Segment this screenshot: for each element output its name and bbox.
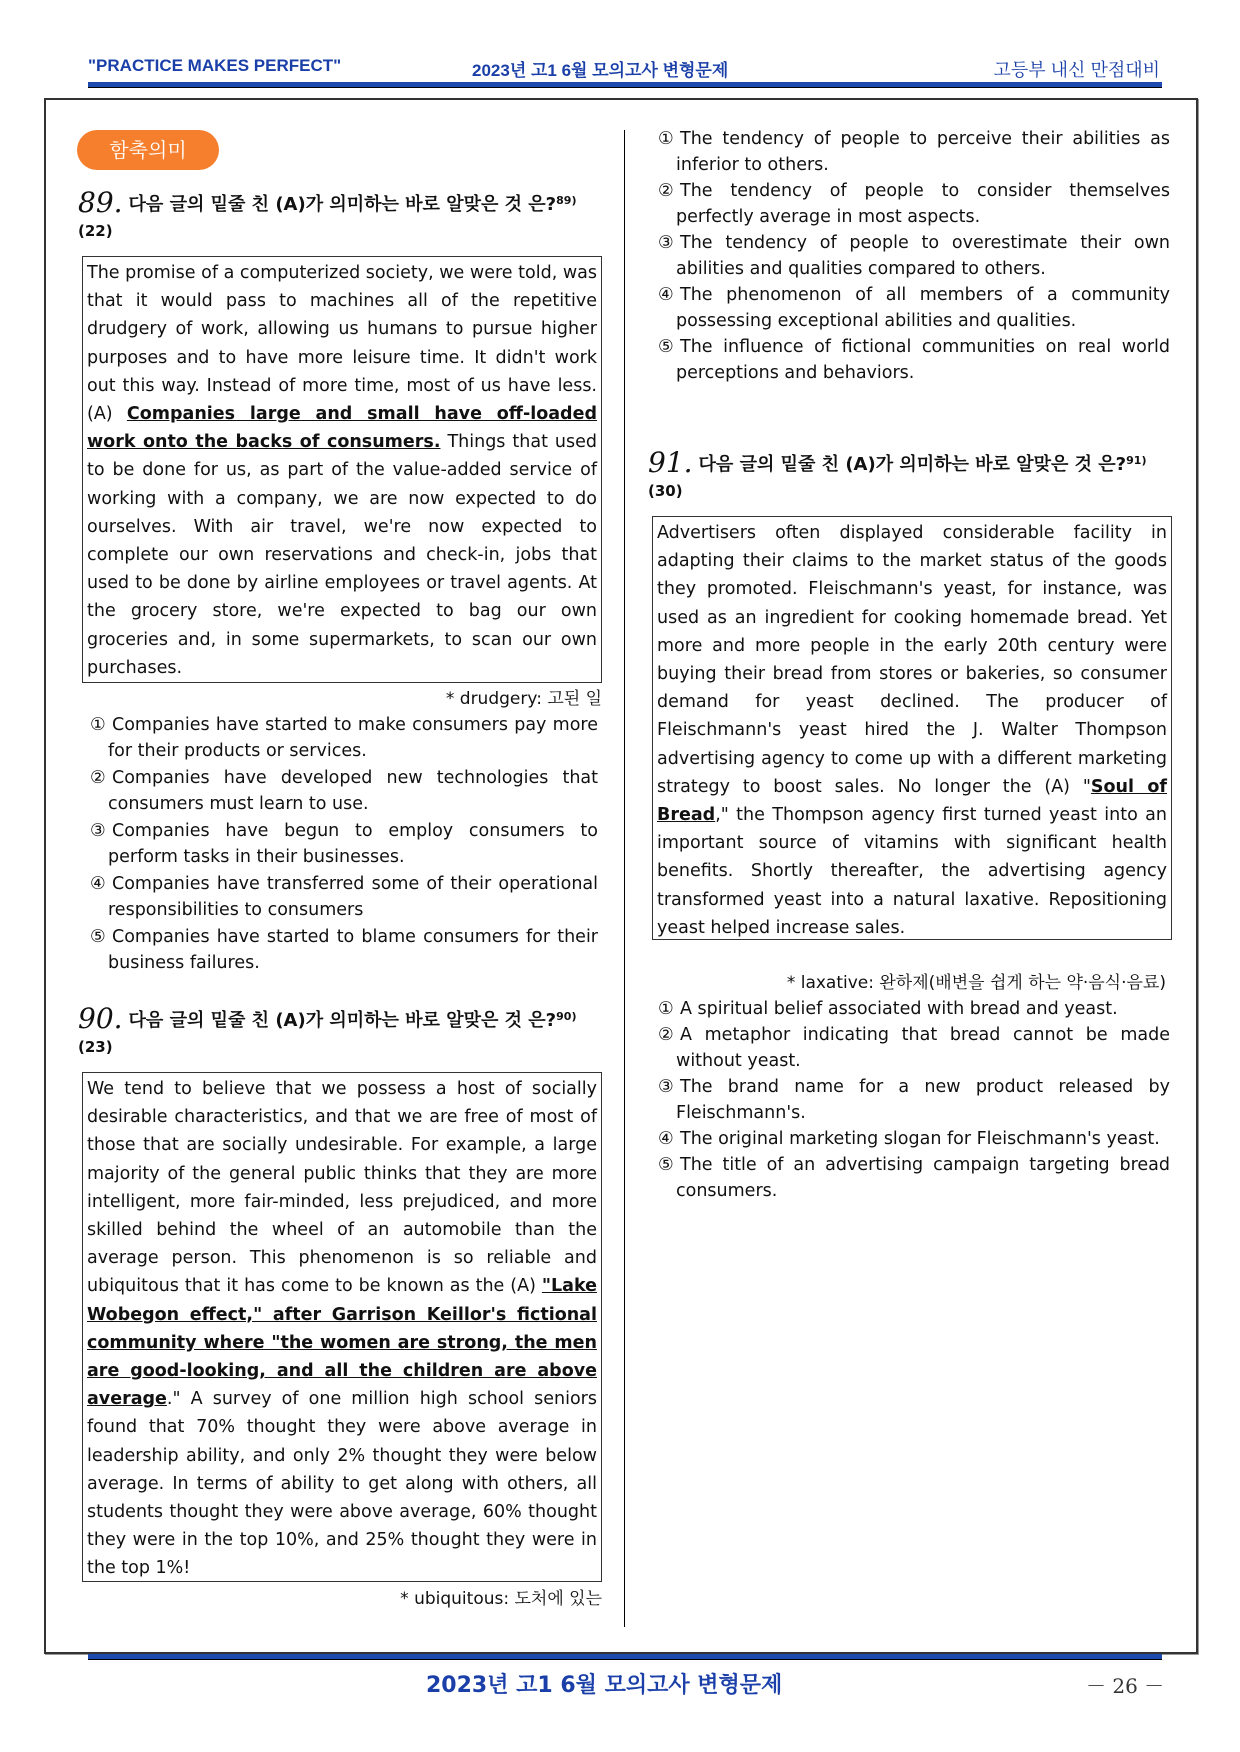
passage-text: Advertisers often displayed considerable facility in adapting their claims to the market status of the goods they promoted. Fleischmann's yeast, for instance, was used as an ingredient for cooking homemade bread. Yet more and more people in the early 20th century were buying their bread from stores or bakeries, so consumer demand for yeast declined. The producer of Fleischmann's yeast hired the J. Walter Thompson advertising agency to come up with a different marketing strategy to boost sales. No longer the (A) " bbox=[657, 523, 1167, 797]
header-subtitle: 고등부 내신 만점대비 bbox=[993, 60, 1160, 80]
source-ref: (30) bbox=[648, 482, 683, 500]
question-text: 다음 글의 밑줄 친 (A)가 의미하는 바로 알맞은 것 은? bbox=[128, 1010, 557, 1031]
question-89-heading bbox=[78, 188, 598, 244]
vocab-note: * laxative: 완하제(배변을 쉽게 하는 약·음식·음료) bbox=[786, 973, 1166, 993]
question-90-heading bbox=[78, 1004, 598, 1060]
answer-option[interactable]: ⑤ The influence of fictional communities on real world perceptions and behaviors. bbox=[658, 337, 1170, 383]
answer-option[interactable]: ⑤ The title of an advertising campaign targeting bread consumers. bbox=[658, 1155, 1170, 1201]
answer-option[interactable]: ② The tendency of people to consider themselves perfectly average in most aspects. bbox=[658, 181, 1170, 227]
footer-title: 2023년 고1 6월 모의고사 변형문제 bbox=[426, 1673, 783, 1698]
answer-option[interactable]: ③ Companies have begun to employ consumers to perform tasks in their businesses. bbox=[90, 821, 598, 867]
answer-option[interactable]: ⑤ Companies have started to blame consumers for their business failures. bbox=[90, 927, 598, 973]
answer-option[interactable]: ① A spiritual belief associated with bread and yeast. bbox=[658, 999, 1118, 1019]
answer-option[interactable]: ③ The tendency of people to overestimate their own abilities and qualities compared to others. bbox=[658, 233, 1170, 279]
question-number: 91. bbox=[648, 446, 693, 479]
question-90-options bbox=[658, 126, 1170, 386]
header-title: 2023년 고1 6월 모의고사 변형문제 bbox=[472, 61, 729, 80]
question-text: 다음 글의 밑줄 친 (A)가 의미하는 바로 알맞은 것 은? bbox=[698, 454, 1127, 475]
answer-option[interactable]: ④ The original marketing slogan for Fleischmann's yeast. bbox=[658, 1129, 1160, 1149]
question-91-passage bbox=[652, 516, 1172, 940]
question-text: 다음 글의 밑줄 친 (A)가 의미하는 바로 알맞은 것 은? bbox=[128, 194, 557, 215]
answer-option[interactable]: ① Companies have started to make consumers pay more for their products or services. bbox=[90, 715, 598, 761]
header-slogan: "PRACTICE MAKES PERFECT" bbox=[88, 56, 342, 75]
header-divider bbox=[88, 82, 1162, 88]
section-badge: 함축의미 bbox=[77, 130, 219, 170]
answer-option[interactable]: ① The tendency of people to perceive their abilities as inferior to others. bbox=[658, 129, 1170, 175]
source-ref: (23) bbox=[78, 1038, 113, 1056]
footer-divider bbox=[88, 1654, 1162, 1660]
footnote-ref: 90) bbox=[556, 1010, 577, 1023]
column-divider bbox=[624, 130, 625, 1627]
question-91-heading bbox=[648, 448, 1168, 504]
question-91-options bbox=[658, 996, 1170, 1204]
answer-option[interactable]: ③ The brand name for a new product released by Fleischmann's. bbox=[658, 1077, 1170, 1123]
answer-option[interactable]: ② Companies have developed new technologies that consumers must learn to use. bbox=[90, 768, 598, 814]
passage-text: ," the Thompson agency first turned yeast into an important source of vitamins with significant health benefits. Shortly thereafter, the advertising agency transformed yeast into a natural laxative. Repositioning yeast helped increase sales. bbox=[657, 805, 1167, 938]
underlined-phrase: "Lake Wobegon effect," after Garrison Keillor's fictional community where "the women are strong, the men are good-looking, and all the children are above average bbox=[87, 1276, 597, 1410]
passage-text: Things that used to be done for us, as part of the value-added service of working with a company, we are now expected to do ourselves. With air travel, we're now expected to complete our own reservations and check-in, jobs that used to be done by airline employees or travel agents. At the grocery store, we're expected to bag our own groceries and, in some supermarkets, to scan our own purchases. bbox=[87, 432, 597, 678]
footnote-ref: 91) bbox=[1126, 454, 1147, 467]
footnote-ref: 89) bbox=[556, 194, 577, 207]
underlined-phrase: Companies large and small have off-loaded work onto the backs of consumers. bbox=[87, 404, 597, 453]
question-90-passage bbox=[82, 1072, 602, 1582]
question-89-passage bbox=[82, 256, 602, 683]
passage-text: ." A survey of one million high school seniors found that 70% thought they were above average in leadership ability, and only 2% thought they were below average. In terms of ability to get along with others, all students thought they were above average, 60% thought they were in the top 10%, and 25% thought they were in the top 1%! bbox=[87, 1389, 597, 1579]
vocab-note: * ubiquitous: 도처에 있는 bbox=[400, 1589, 602, 1609]
answer-option[interactable]: ④ The phenomenon of all members of a community possessing exceptional abilities and qualities. bbox=[658, 285, 1170, 331]
page-number: － 26 － bbox=[1086, 1674, 1165, 1698]
page-header bbox=[88, 56, 1160, 78]
vocab-note: * drudgery: 고된 일 bbox=[445, 689, 602, 709]
question-number: 90. bbox=[78, 1002, 123, 1035]
answer-option[interactable]: ② A metaphor indicating that bread cannot be made without yeast. bbox=[658, 1025, 1170, 1071]
question-number: 89. bbox=[78, 186, 123, 219]
question-89-options bbox=[90, 712, 598, 976]
passage-text: We tend to believe that we possess a host of socially desirable characteristics, and that we are free of most of those that are socially undesirable. For example, a large majority of the general public thinks that they are more intelligent, more fair-minded, less prejudiced, and more skilled behind the wheel of an automobile than the average person. This phenomenon is so reliable and ubiquitous that it has come to be known as the (A) bbox=[87, 1079, 597, 1297]
source-ref: (22) bbox=[78, 222, 113, 240]
answer-option[interactable]: ④ Companies have transferred some of their operational responsibilities to consumers bbox=[90, 874, 598, 920]
underlined-phrase: Soul of Bread bbox=[657, 776, 1168, 826]
passage-text: The promise of a computerized society, we were told, was that it would pass to machines all of the repetitive drudgery of work, allowing us humans to pursue higher purposes and to have more leisure time. It didn't work out this way. Instead of more time, most of us have less. (A) bbox=[87, 263, 597, 425]
